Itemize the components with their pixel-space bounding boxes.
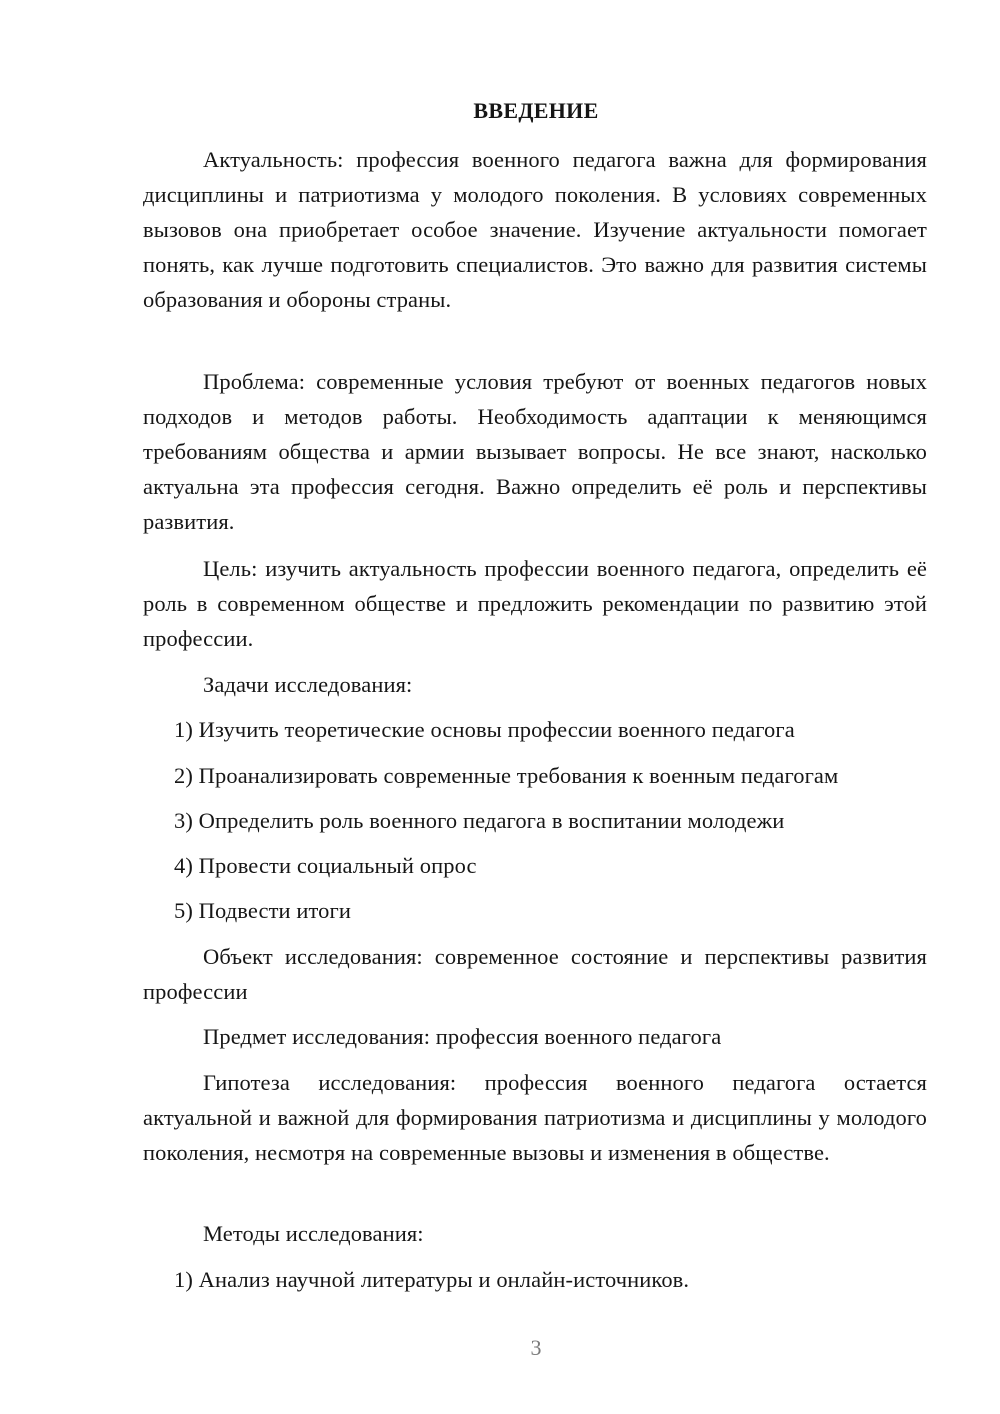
task-item-3: 3) Определить роль военного педагога в воспитании молодежи: [174, 808, 785, 833]
task-item-1: 1) Изучить теоретические основы профессии военного педагога: [174, 717, 795, 742]
task-item-5: 5) Подвести итоги: [174, 898, 351, 923]
paragraph-relevance: Актуальность: профессия военного педагога важна для формирования дисциплины и патриотизма у молодого поколения. В условиях современных вызовов она приобретает особое значение. Изучение актуальности помогает понять, как лучше подготовить специалистов. Это важно для развития системы образования и обороны страны.: [143, 147, 927, 312]
paragraph-goal: Цель: изучить актуальность профессии военного педагога, определить её роль в современном обществе и предложить рекомендации по развитию этой профессии.: [143, 556, 927, 651]
page-number: 3: [530, 1335, 542, 1360]
paragraph-hypothesis: Гипотеза исследования: профессия военного педагога остается актуальной и важной для формирования патриотизма и дисциплины у молодого поколения, несмотря на современные вызовы и изменения в обществе.: [143, 1070, 927, 1165]
page-title: ВВЕДЕНИЕ: [473, 98, 599, 123]
method-item-1: 1) Анализ научной литературы и онлайн-источников.: [174, 1267, 690, 1292]
tasks-heading: Задачи исследования:: [203, 672, 413, 697]
subject-line: Предмет исследования: профессия военного педагога: [203, 1024, 722, 1049]
paragraph-problem: Проблема: современные условия требуют от военных педагогов новых подходов и методов работы. Необходимость адаптации к меняющимся требованиям общества и армии вызывает вопросы. Не все знают, насколько актуальна эта профессия сегодня. Важно определить её роль и перспективы развития.: [143, 369, 927, 534]
methods-heading: Методы исследования:: [203, 1221, 424, 1246]
paragraph-object: Объект исследования: современное состояние и перспективы развития профессии: [143, 944, 927, 1004]
task-item-2: 2) Проанализировать современные требования к военным педагогам: [174, 763, 839, 788]
task-item-4: 4) Провести социальный опрос: [174, 853, 477, 878]
